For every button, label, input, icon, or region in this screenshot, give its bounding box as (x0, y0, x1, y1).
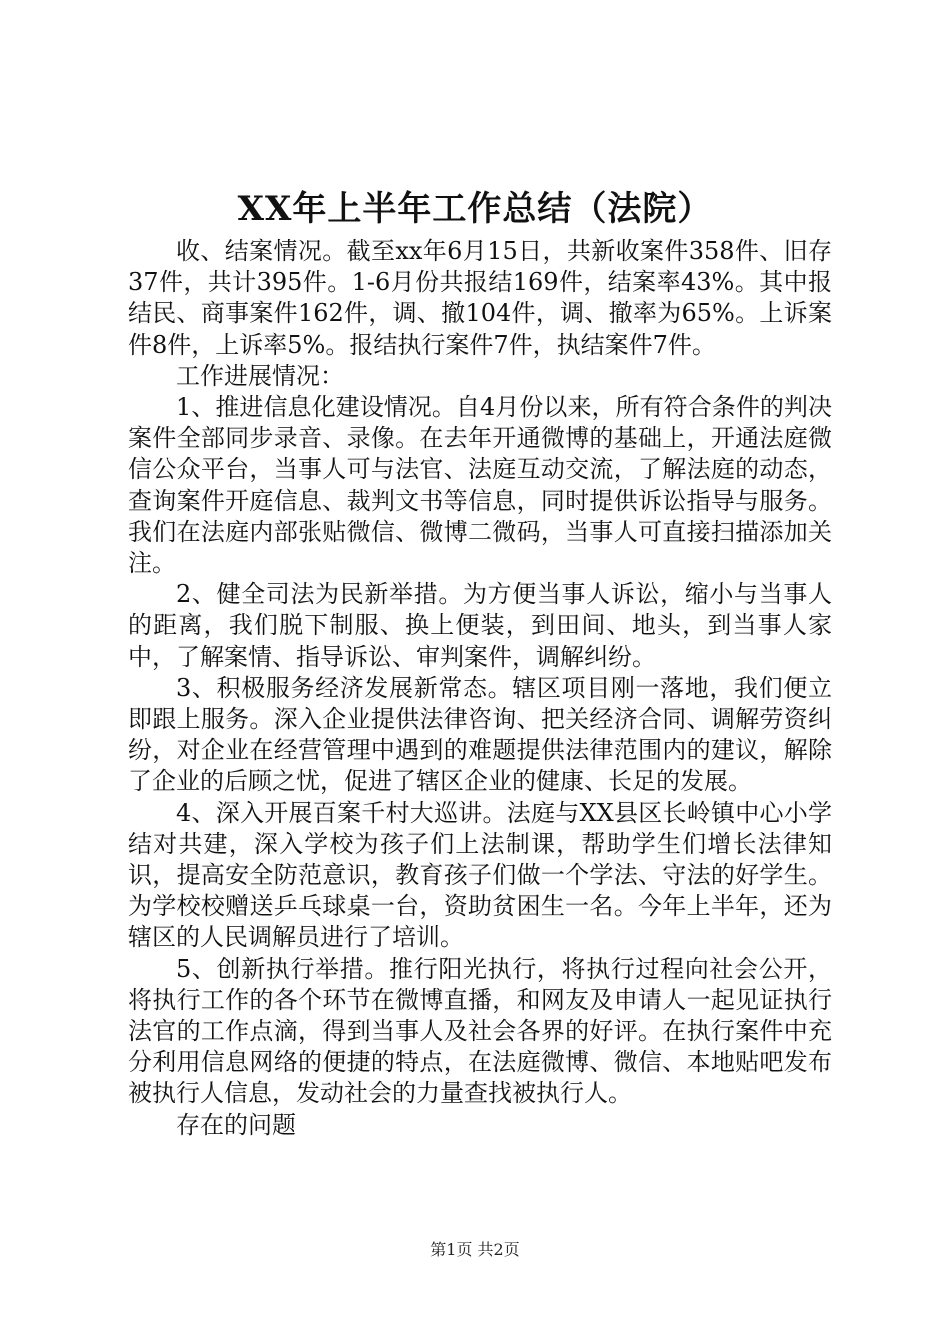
paragraph-item-3: 3、积极服务经济发展新常态。辖区项目刚一落地，我们便立即跟上服务。深入企业提供法律咨询、把关经济合同、调解劳资纠纷，对企业在经营管理中遇到的难题提供法律范围内的建议，解除了企业的后顾之忧，促进了辖区企业的健康、长足的发展。 (128, 673, 832, 796)
paragraph-case-statistics: 收、结案情况。截至xx年6月15日，共新收案件358件、旧存37件，共计395件。1-6月份共报结169件，结案率43%。其中报结民、商事案件162件，调、撤104件，调、撤率为65%。上诉案件8件，上诉率5%。报结执行案件7件，执结案件7件。 (128, 237, 832, 359)
paragraph-item-5: 5、创新执行举措。推行阳光执行，将执行过程向社会公开，将执行工作的各个环节在微博直播，和网友及申请人一起见证执行法官的工作点滴，得到当事人及社会各界的好评。在执行案件中充分利用信息网络的便捷的特点，在法庭微博、微信、本地贴吧发布被执行人信息，发动社会的力量查找被执行人。 (128, 954, 832, 1108)
paragraph-progress-heading: 工作进展情况： (176, 361, 344, 390)
paragraph-item-2: 2、健全司法为民新举措。为方便当事人诉讼，缩小与当事人的距离，我们脱下制服、换上便装，到田间、地头，到当事人家中，了解案情、指导诉讼、审判案件，调解纠纷。 (128, 580, 832, 671)
document-title: XX年上半年工作总结（法院） (237, 189, 713, 229)
paragraph-problems-heading: 存在的问题 (176, 1110, 296, 1139)
paragraph-item-4: 4、深入开展百案千村大巡讲。法庭与XX县区长岭镇中心小学结对共建，深入学校为孩子们上法制课，帮助学生们增长法律知识，提高安全防范意识，教育孩子们做一个学法、守法的好学生。为学校校赠送乒乓球桌一台，资助贫困生一名。今年上半年，还为辖区的人民调解员进行了培训。 (128, 798, 832, 952)
paragraph-item-1: 1、推进信息化建设情况。自4月份以来，所有符合条件的判决案件全部同步录音、录像。在去年开通微博的基础上，开通法庭微信公众平台，当事人可与法官、法庭互动交流，了解法庭的动态，查询案件开庭信息、裁判文书等信息，同时提供诉讼指导与服务。我们在法庭内部张贴微信、微博二微码，当事人可直接扫描添加关注。 (128, 393, 832, 578)
document-body (128, 236, 832, 1141)
page-indicator: 第1页 共2页 (430, 1240, 520, 1259)
